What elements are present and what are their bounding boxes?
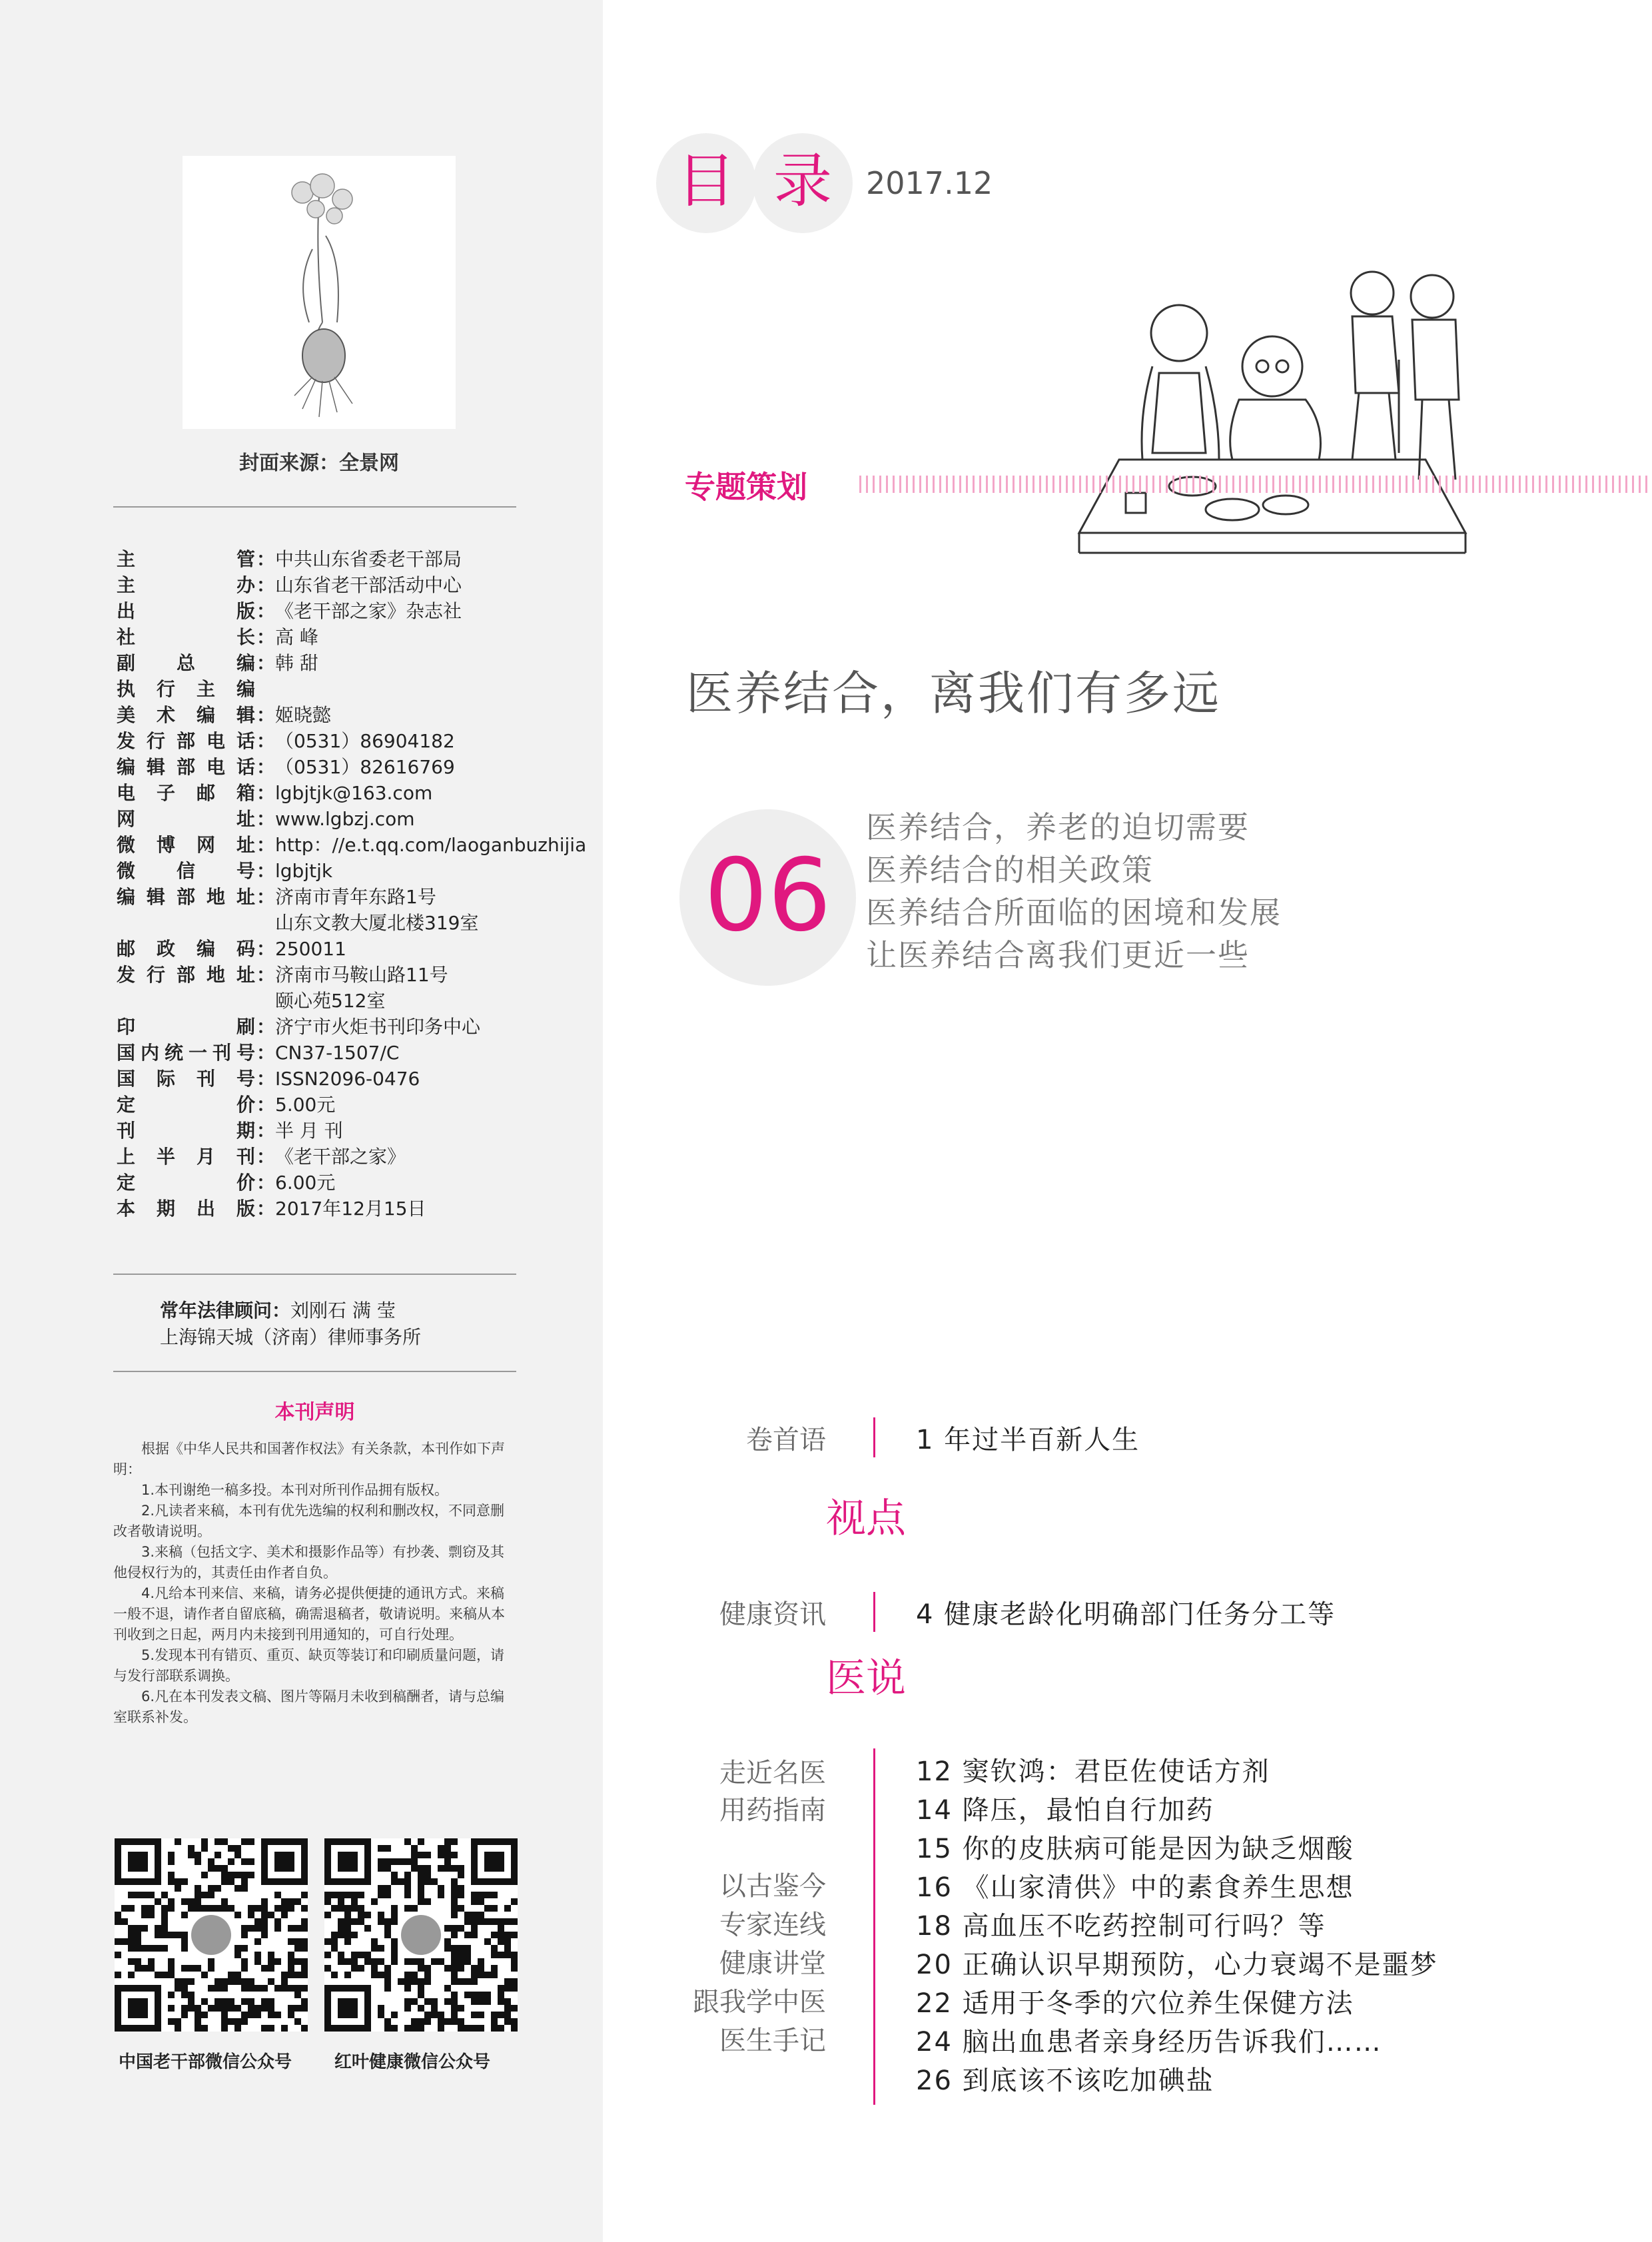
masthead-label: 定价 xyxy=(117,1094,256,1116)
masthead-value: 2017年12月15日 xyxy=(275,1198,426,1220)
toc-category: 健康讲堂 xyxy=(719,1948,826,1979)
issue-date: 2017.12 xyxy=(866,165,993,201)
masthead-row xyxy=(117,1092,596,1118)
legal-counsel xyxy=(160,1298,421,1351)
toc-title-circle xyxy=(656,133,756,233)
toc-entry[interactable]: 4 健康老龄化明确部门任务分工等 xyxy=(916,1599,1336,1630)
masthead-label: 出版 xyxy=(117,600,256,622)
feature-subtopics xyxy=(866,806,1282,976)
masthead-value: 6.00元 xyxy=(275,1172,336,1194)
feature-subtopic[interactable]: 医养结合，养老的迫切需要 xyxy=(866,809,1250,845)
masthead-label: 国际刊号 xyxy=(117,1068,256,1090)
notice-title: 本刊声明 xyxy=(274,1401,355,1424)
toc-entry[interactable]: 18 高血压不吃药控制可行吗？等 xyxy=(916,1911,1326,1942)
feature-page-circle xyxy=(679,809,856,986)
masthead-label: 印刷 xyxy=(117,1016,256,1038)
masthead-row xyxy=(117,1144,596,1170)
feature-subtopic[interactable]: 医养结合的相关政策 xyxy=(866,852,1154,888)
feature-subtopic[interactable]: 让医养结合离我们更近一些 xyxy=(866,937,1250,973)
masthead-row xyxy=(117,884,596,936)
masthead-label: 本期出版 xyxy=(117,1198,256,1220)
masthead-value: http：//e.t.qq.com/laoganbuzhijia xyxy=(275,834,587,856)
toc-entry[interactable]: 26 到底该不该吃加碘盐 xyxy=(916,2065,1214,2096)
feature-section-label: 专题策划 xyxy=(685,469,807,505)
cover-flower-image xyxy=(183,156,456,429)
masthead-colon: ： xyxy=(256,782,276,804)
masthead-colon: ： xyxy=(256,964,276,986)
masthead-colon: ： xyxy=(256,1094,276,1116)
section-title: 医说 xyxy=(826,1655,906,1702)
masthead-label: 国内统一刊号 xyxy=(117,1042,256,1064)
masthead-value: 济宁市火炬书刊印务中心 xyxy=(275,1016,481,1038)
masthead-value: 高 峰 xyxy=(275,626,318,648)
masthead-value: 济南市青年东路1号 山东文教大厦北楼319室 xyxy=(275,886,479,934)
masthead-colon: ： xyxy=(256,1120,276,1142)
masthead-label: 电子邮箱 xyxy=(117,782,256,804)
toc-category: 跟我学中医 xyxy=(693,1987,826,2018)
masthead-row xyxy=(117,806,596,832)
masthead-label: 发行部电话 xyxy=(117,730,256,752)
divider xyxy=(113,506,516,508)
masthead-row xyxy=(117,1040,596,1066)
masthead-row xyxy=(117,936,596,962)
masthead-label: 编辑部电话 xyxy=(117,756,256,778)
masthead-value: 济南市马鞍山路11号 颐心苑512室 xyxy=(275,964,448,1012)
masthead-row xyxy=(117,728,596,754)
toc-entry[interactable]: 15 你的皮肤病可能是因为缺乏烟酸 xyxy=(916,1834,1354,1864)
masthead-value: 韩 甜 xyxy=(275,652,318,674)
masthead-colon: ： xyxy=(256,1042,276,1064)
masthead-row xyxy=(117,598,596,624)
masthead-colon: ： xyxy=(256,1198,276,1220)
toc-entry[interactable]: 16 《山家清供》中的素食养生思想 xyxy=(916,1872,1354,1903)
masthead-label: 邮政编码 xyxy=(117,938,256,960)
elderly-care-illustration xyxy=(1026,260,1492,633)
toc-title-char: 录 xyxy=(773,147,832,215)
toc-entry[interactable]: 14 降压，最怕自行加药 xyxy=(916,1795,1214,1826)
masthead-row xyxy=(117,1170,596,1196)
feature-page-number: 06 xyxy=(704,838,831,954)
notice-paragraph: 根据《中华人民共和国著作权法》有关条款，本刊作如下声明： xyxy=(113,1441,505,1477)
masthead-label: 定价 xyxy=(117,1172,256,1194)
masthead-label: 刊期 xyxy=(117,1120,256,1142)
divider xyxy=(113,1371,516,1372)
masthead-label: 上半月刊 xyxy=(117,1146,256,1168)
masthead-row xyxy=(117,572,596,598)
toc-divider xyxy=(873,1417,875,1457)
toc-category: 专家连线 xyxy=(719,1910,826,1940)
masthead-colon: ： xyxy=(256,704,276,726)
masthead-colon: ： xyxy=(256,730,276,752)
toc-divider xyxy=(873,1592,875,1632)
qr-code-icon xyxy=(115,1838,308,2032)
masthead-colon: ： xyxy=(256,938,276,960)
masthead-value: 中共山东省委老干部局 xyxy=(275,548,462,570)
toc-divider xyxy=(873,1748,875,2105)
qr-code-icon xyxy=(324,1838,518,2032)
toc-title-char: 目 xyxy=(676,147,735,215)
notice-body xyxy=(113,1439,516,1728)
dotted-rule xyxy=(859,476,1652,493)
toc-entry[interactable]: 24 脑出血患者亲身经历告诉我们…… xyxy=(916,2027,1382,2057)
masthead-label: 微信号 xyxy=(117,860,256,882)
notice-paragraph: 5.发现本刊有错页、重页、缺页等装订和印刷质量问题，请与发行部联系调换。 xyxy=(113,1647,505,1684)
masthead-colon: ： xyxy=(256,756,276,778)
masthead-value: 5.00元 xyxy=(275,1094,336,1116)
masthead-row xyxy=(117,624,596,650)
masthead-label: 社长 xyxy=(117,626,256,648)
masthead-row xyxy=(117,858,596,884)
qr-caption: 红叶健康微信公众号 xyxy=(334,2052,491,2072)
notice-paragraph: 3.来稿（包括文字、美术和摄影作品等）有抄袭、剽窃及其他侵权行为的，其责任由作者自负。 xyxy=(113,1544,505,1581)
masthead-value: 《老干部之家》杂志社 xyxy=(275,600,462,622)
masthead-colon: ： xyxy=(256,548,276,570)
notice-paragraph: 2.凡读者来稿，本刊有优先选编的权利和删改权，不同意删改者敬请说明。 xyxy=(113,1503,505,1539)
notice-paragraph: 1.本刊谢绝一稿多投。本刊对所刊作品拥有版权。 xyxy=(141,1482,449,1498)
masthead-value: CN37-1507/C xyxy=(275,1042,400,1064)
masthead-colon: ： xyxy=(256,574,276,596)
notice-paragraph: 4.凡给本刊来信、来稿，请务必提供便捷的通讯方式。来稿一般不退，请作者自留底稿，确需退稿者，敬请说明。来稿从本刊收到之日起，两月内未接到刊用通知的，可自行处理。 xyxy=(113,1585,505,1643)
masthead-row xyxy=(117,962,596,1014)
masthead-value: 《老干部之家》 xyxy=(275,1146,406,1168)
masthead-label: 主管 xyxy=(117,548,256,570)
masthead-colon: ： xyxy=(256,652,276,674)
toc-entry[interactable]: 22 适用于冬季的穴位养生保健方法 xyxy=(916,1988,1354,2019)
masthead-row xyxy=(117,1118,596,1144)
masthead-colon: ： xyxy=(256,886,276,908)
masthead-colon: ： xyxy=(256,1016,276,1038)
masthead-row xyxy=(117,546,596,572)
masthead-label: 主办 xyxy=(117,574,256,596)
toc-category: 以古鉴今 xyxy=(719,1871,826,1902)
section-title: 视点 xyxy=(826,1495,906,1542)
masthead-value: （0531）86904182 xyxy=(275,730,455,752)
masthead-colon: ： xyxy=(256,808,276,830)
notice-paragraph: 6.凡在本刊发表文稿、图片等隔月未收到稿酬者，请与总编室联系补发。 xyxy=(113,1688,505,1725)
legal-names: 刘刚石 满 莹 xyxy=(290,1300,396,1321)
masthead-colon: ： xyxy=(256,1146,276,1168)
masthead-value: 250011 xyxy=(275,938,346,960)
toc-title-circle xyxy=(753,133,853,233)
masthead-colon: ： xyxy=(256,834,276,856)
masthead-label: 发行部地址 xyxy=(117,964,256,986)
masthead-label: 网址 xyxy=(117,808,256,830)
masthead-row xyxy=(117,832,596,858)
masthead-row xyxy=(117,780,596,806)
qr-caption: 中国老干部微信公众号 xyxy=(119,2052,292,2072)
masthead-value: 山东省老干部活动中心 xyxy=(275,574,462,596)
masthead-row xyxy=(117,1196,596,1222)
masthead-row xyxy=(117,650,596,702)
masthead-label: 副总编 执行主编 xyxy=(117,652,256,700)
masthead-value: lgbjtjk@163.com xyxy=(275,782,433,804)
masthead-value: 姬晓懿 xyxy=(275,704,332,726)
masthead-info xyxy=(117,546,596,1222)
masthead-value: lgbjtjk xyxy=(275,860,333,882)
masthead-row xyxy=(117,1066,596,1092)
masthead-sidebar xyxy=(0,0,603,2242)
toc-category: 医生手记 xyxy=(719,2026,826,2056)
legal-firm: 上海锦天城（济南）律师事务所 xyxy=(160,1326,422,1348)
masthead-value: 半 月 刊 xyxy=(275,1120,343,1142)
toc-entry[interactable]: 20 正确认识早期预防，心力衰竭不是噩梦 xyxy=(916,1950,1438,1980)
masthead-row xyxy=(117,754,596,780)
masthead-colon: ： xyxy=(256,1068,276,1090)
masthead-value: （0531）82616769 xyxy=(275,756,455,778)
toc-entry[interactable]: 12 窦钦鸿：君臣佐使话方剂 xyxy=(916,1756,1270,1787)
feature-subtopic[interactable]: 医养结合所面临的困境和发展 xyxy=(866,895,1282,931)
masthead-row xyxy=(117,702,596,728)
toc-category: 卷首语 xyxy=(746,1425,826,1455)
toc-category: 用药指南 xyxy=(719,1795,826,1826)
masthead-row xyxy=(117,1014,596,1040)
masthead-colon: ： xyxy=(256,1172,276,1194)
divider xyxy=(113,1274,516,1275)
cover-caption: 封面来源：全景网 xyxy=(239,452,399,475)
masthead-value: ISSN2096-0476 xyxy=(275,1068,420,1090)
masthead-colon: ： xyxy=(256,626,276,648)
toc-entry[interactable]: 1 年过半百新人生 xyxy=(916,1425,1140,1455)
masthead-colon: ： xyxy=(256,860,276,882)
masthead-value: www.lgbzj.com xyxy=(275,808,415,830)
feature-headline[interactable]: 医养结合，离我们有多远 xyxy=(686,666,1221,721)
toc-category: 走近名医 xyxy=(719,1758,826,1788)
masthead-label: 编辑部地址 xyxy=(117,886,256,908)
masthead-label: 微博网址 xyxy=(117,834,256,856)
masthead-label: 美术编辑 xyxy=(117,704,256,726)
toc-category: 健康资讯 xyxy=(719,1599,826,1630)
legal-label: 常年法律顾问： xyxy=(160,1300,291,1321)
masthead-colon: ： xyxy=(256,600,276,622)
